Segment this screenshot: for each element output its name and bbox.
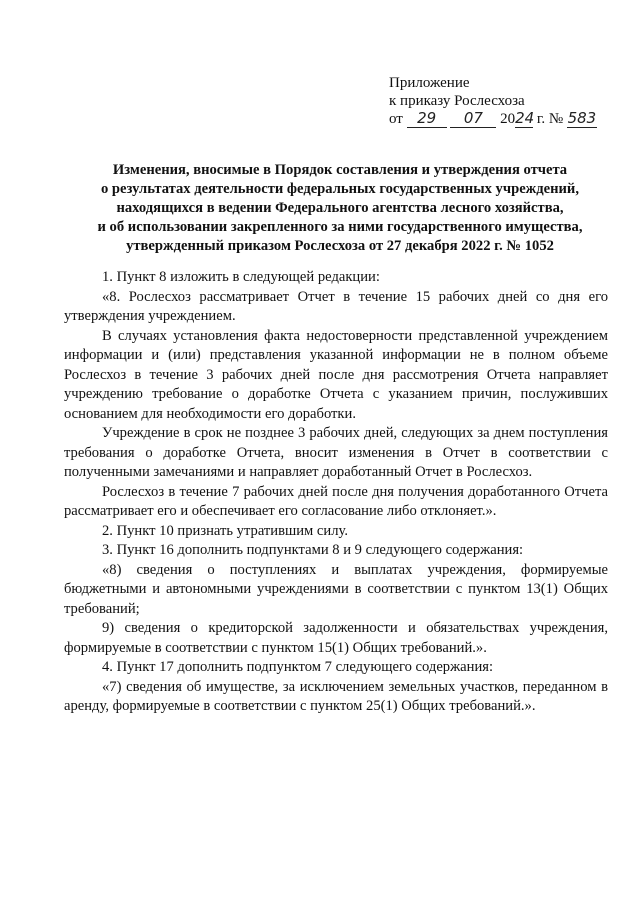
date-day-blank (407, 110, 447, 128)
paragraph: В случаях установления факта недостоверности представленной учреждением информации и (или) представления указанной информации не в полном объеме Рослесхоз в течение 3 рабочих дней после дня рассмотрения Отчета направляет учреждению требование о доработке Отчета с указанием причин, послуживших основанием для необходимости его доработки. (64, 327, 608, 422)
document-body (64, 268, 608, 717)
title-line: находящихся в ведении Федерального агентства лесного хозяйства, (116, 200, 564, 216)
paragraph-item-2: 2. Пункт 10 признать утратившим силу. (102, 522, 348, 539)
year-prefix: 20 (500, 111, 516, 127)
appendix-order-ref: к приказу Рослесхоза (389, 93, 525, 109)
year-suffix: 24 (515, 109, 535, 127)
paragraph: Учреждение в срок не позднее 3 рабочих дней, следующих за днем поступления требования о доработке Отчета, вносит изменения в Отчет в соответствии с полученными замечаниями и направляет доработанный Отчет в Рослесхоз. (64, 425, 608, 480)
paragraph-subitem-7: «7) сведения об имуществе, за исключением земельных участков, переданном в аренду, формируемые в соответствии с пунктом 25(1) Общих требований.». (64, 678, 608, 714)
paragraph: Рослесхоз в течение 7 рабочих дней после дня получения доработанного Отчета рассматривает его и обеспечивает его согласование либо отклоняет.». (64, 483, 608, 519)
year-blank (515, 110, 533, 128)
paragraph-subitem-9: 9) сведения о кредиторской задолженности и обязательствах учреждения, формируемые в соответствии с пунктом 15(1) Общих требований.». (64, 620, 608, 656)
document-title (80, 161, 600, 256)
date-day: 29 (417, 109, 437, 127)
paragraph-item-3: 3. Пункт 16 дополнить подпунктами 8 и 9 следующего содержания: (102, 542, 524, 558)
paragraph-quote-8: «8. Рослесхоз рассматривает Отчет в течение 15 рабочих дней со дня его утверждения учреждением. (64, 288, 608, 324)
date-month-blank (450, 110, 496, 128)
title-line: о результатах деятельности федеральных государственных учреждений, (100, 181, 579, 197)
appendix-label: Приложение (389, 75, 470, 91)
paragraph-item-1: 1. Пункт 8 изложить в следующей редакции: (102, 269, 380, 285)
date-month: 07 (463, 109, 483, 127)
appendix-header (389, 74, 629, 128)
paragraph-item-4: 4. Пункт 17 дополнить подпунктом 7 следующего содержания: (102, 659, 494, 675)
paragraph-subitem-8: «8) сведения о поступлениях и выплатах учреждения, формируемые бюджетными и автономными учреждениями в соответствии с пунктом 13(1) Общих требований; (64, 561, 608, 617)
title-line: утвержденный приказом Рослесхоза от 27 декабря 2022 г. № 1052 (126, 238, 554, 254)
order-number-blank (567, 110, 597, 128)
order-number: 583 (567, 109, 597, 127)
title-line: Изменения, вносимые в Порядок составления и утверждения отчета (112, 162, 568, 178)
appendix-date-line (389, 110, 629, 128)
year-tail: г. № (536, 111, 564, 127)
title-line: и об использовании закрепленного за ними государственного имущества, (97, 219, 583, 235)
date-prefix: от (389, 111, 403, 127)
